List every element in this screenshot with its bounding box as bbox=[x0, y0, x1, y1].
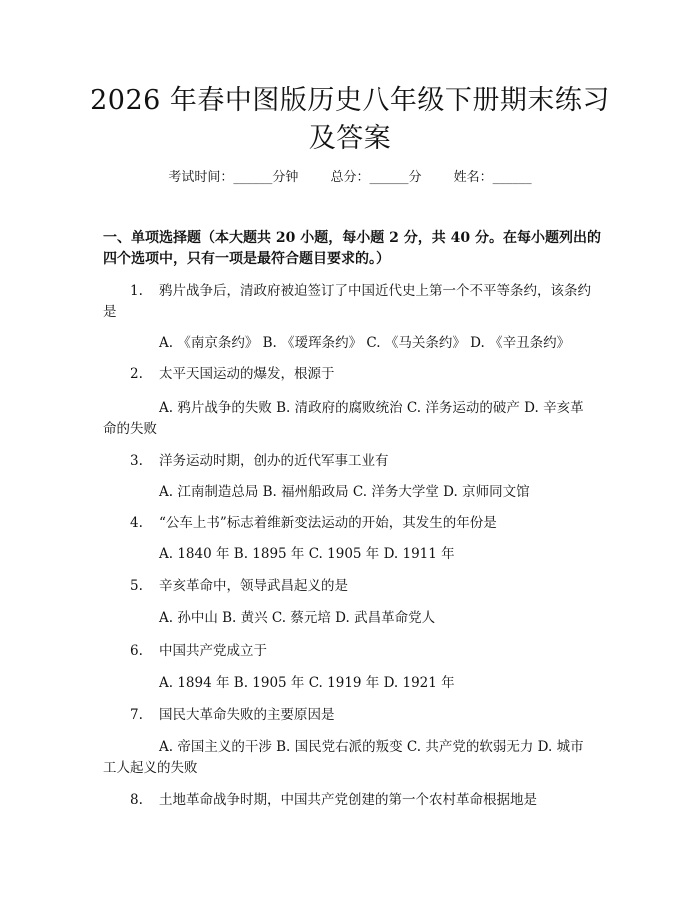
question-5-options: A. 孙中山 B. 黄兴 C. 蔡元培 D. 武昌革命党人 bbox=[159, 610, 436, 626]
question-stem: 辛亥革命中，领导武昌起义的是 bbox=[159, 578, 348, 594]
question-stem: “公车上书”标志着维新变法运动的开始，其发生的年份是 bbox=[159, 515, 497, 531]
question-number: 2. bbox=[130, 366, 143, 382]
question-stem: 太平天国运动的爆发，根源于 bbox=[159, 366, 335, 382]
question-stem: 洋务运动时期，创办的近代军事工业有 bbox=[159, 453, 389, 469]
question-number: 6. bbox=[130, 643, 143, 659]
student-name-label: 姓名：______ bbox=[453, 170, 532, 185]
exam-time-label: 考试时间：______分钟 bbox=[168, 170, 299, 185]
question-1-options: A. 《南京条约》 B. 《瑷珲条约》 C. 《马关条约》 D. 《辛丑条约》 bbox=[159, 335, 571, 351]
question-number: 7. bbox=[130, 707, 143, 723]
question-number: 5. bbox=[130, 578, 143, 594]
question-2 bbox=[103, 364, 595, 385]
page-title: 2026 年春中图版历史八年级下册期末练习及答案 bbox=[90, 85, 610, 154]
question-3 bbox=[103, 451, 595, 472]
question-3-options: A. 江南制造总局 B. 福州船政局 C. 洋务大学堂 D. 京师同文馆 bbox=[159, 484, 530, 500]
question-1 bbox=[103, 281, 595, 323]
question-stem: 鸦片战争后，清政府被迫签订了中国近代史上第一个不平等条约，该条约是 bbox=[103, 283, 591, 320]
question-7 bbox=[103, 705, 595, 726]
question-7-options: A. 帝国主义的干涉 B. 国民党右派的叛变 C. 共产党的软弱无力 D. 城市工人起义的失败 bbox=[103, 739, 584, 776]
question-6 bbox=[103, 641, 595, 662]
exam-info bbox=[0, 168, 700, 188]
question-stem: 土地革命战争时期，中国共产党创建的第一个农村革命根据地是 bbox=[159, 792, 537, 808]
question-number: 8. bbox=[130, 792, 143, 808]
question-4-options: A. 1840 年 B. 1895 年 C. 1905 年 D. 1911 年 bbox=[159, 546, 455, 562]
question-number: 4. bbox=[130, 515, 143, 531]
section-heading: 一、单项选择题（本大题共 20 小题，每小题 2 分，共 40 分。在每小题列出的四个选项中，只有一项是最符合题目要求的。） bbox=[103, 230, 601, 267]
question-5 bbox=[103, 576, 595, 597]
question-number: 1. bbox=[130, 283, 143, 299]
question-stem: 中国共产党成立于 bbox=[159, 643, 267, 659]
question-8 bbox=[103, 790, 595, 811]
total-score-label: 总分：______分 bbox=[330, 170, 422, 185]
question-4 bbox=[103, 513, 595, 534]
question-stem: 国民大革命失败的主要原因是 bbox=[159, 707, 335, 723]
question-6-options: A. 1894 年 B. 1905 年 C. 1919 年 D. 1921 年 bbox=[159, 675, 455, 691]
question-number: 3. bbox=[130, 453, 143, 469]
question-2-options: A. 鸦片战争的失败 B. 清政府的腐败统治 C. 洋务运动的破产 D. 辛亥革命的失败 bbox=[103, 400, 584, 437]
